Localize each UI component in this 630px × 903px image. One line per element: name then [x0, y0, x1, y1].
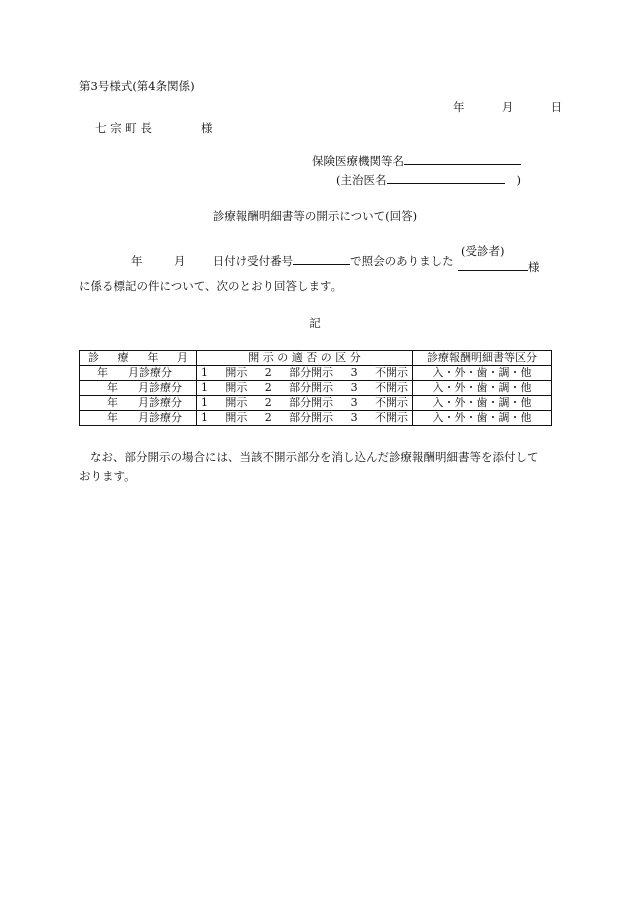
- disclosure-options-cell[interactable]: 1 開示 2 部分開示 3 不開示: [197, 381, 413, 396]
- period-cell: 年 月診療分: [80, 411, 197, 426]
- disclosure-options-cell[interactable]: 1 開示 2 部分開示 3 不開示: [197, 366, 413, 381]
- institution-label: 保険医療機関等名: [312, 154, 404, 168]
- period-cell: 年 月診療分: [80, 396, 197, 411]
- date-month-label: 月: [501, 100, 514, 114]
- table-row: [80, 381, 552, 396]
- category-cell[interactable]: 入・外・歯・調・他: [413, 396, 552, 411]
- addressee-name: 七 宗 町 長: [95, 121, 152, 135]
- reference-line: [131, 256, 454, 268]
- table-header-row: [80, 351, 552, 366]
- date-day-label: 日: [550, 100, 563, 114]
- disclosure-table: [79, 350, 552, 426]
- reference-year-label: 年: [131, 254, 143, 268]
- form-code: 第3号様式(第4条関係): [79, 79, 195, 93]
- disclosure-options-cell[interactable]: 1 開示 2 部分開示 3 不開示: [197, 411, 413, 426]
- patient-name-blank[interactable]: [458, 270, 528, 271]
- period-cell: 年 月診療分: [80, 366, 197, 381]
- header-category: 診療報酬明細書等区分: [413, 351, 552, 366]
- note-line-2: おります。: [79, 469, 136, 483]
- addressee-honorific: 様: [201, 121, 213, 135]
- header-period: 診 療 年 月: [80, 351, 197, 366]
- institution-blank[interactable]: [404, 164, 521, 165]
- institution-row: [312, 156, 521, 168]
- reference-month-label: 月: [173, 254, 186, 268]
- category-cell[interactable]: 入・外・歯・調・他: [413, 411, 552, 426]
- doctor-blank[interactable]: [387, 183, 505, 184]
- ki-heading: 記: [309, 316, 321, 330]
- patient-row: [458, 262, 540, 274]
- table-row: [80, 411, 552, 426]
- header-disclosure: 開 示 の 適 否 の 区 分: [197, 351, 413, 366]
- table-row: [80, 366, 552, 381]
- doctor-label-close: ): [516, 173, 521, 187]
- doctor-label-open: (主治医名: [336, 173, 387, 187]
- table-row: [80, 396, 552, 411]
- date-year-label: 年: [453, 100, 465, 114]
- category-cell[interactable]: 入・外・歯・調・他: [413, 366, 552, 381]
- receipt-number-blank[interactable]: [293, 264, 350, 265]
- date-line: [453, 102, 562, 114]
- doctor-row: [336, 175, 521, 187]
- reference-dated-receipt: 日付け受付番号: [212, 254, 294, 268]
- disclosure-options-cell[interactable]: 1 開示 2 部分開示 3 不開示: [197, 396, 413, 411]
- period-cell: 年 月診療分: [80, 381, 197, 396]
- note-line-1: なお、部分開示の場合には、当該不開示部分を消し込んだ診療報酬明細書等を添付して: [90, 450, 539, 464]
- category-cell[interactable]: 入・外・歯・調・他: [413, 381, 552, 396]
- reference-inquiry: で照会のありました: [350, 254, 454, 268]
- reply-line: に係る標記の件について、次のとおり回答します。: [79, 279, 343, 293]
- document-title: 診療報酬明細書等の開示について(回答): [212, 209, 418, 223]
- patient-honorific: 様: [528, 260, 540, 274]
- patient-label: (受診者): [461, 244, 505, 258]
